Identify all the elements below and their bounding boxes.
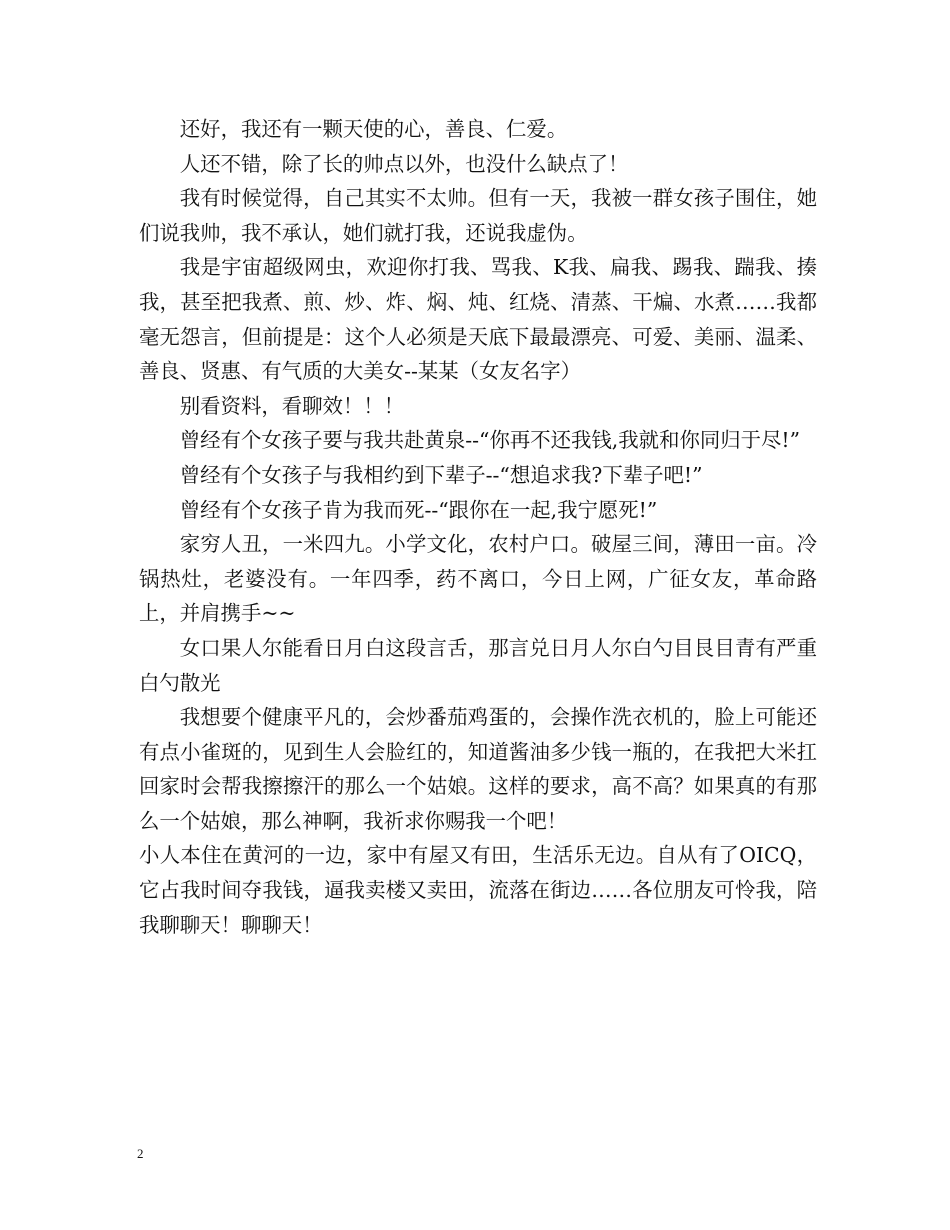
paragraph-1: 还好，我还有一颗天使的心，善良、仁爱。 [179,117,568,141]
paragraph-7: 曾经有个女孩子与我相约到下辈子--“想追求我?下辈子吧!” [179,462,703,487]
body-text [139,112,817,942]
paragraph-8: 曾经有个女孩子肯为我而死--“跟你在一起,我宁愿死!” [179,497,658,522]
paragraph-6: 曾经有个女孩子要与我共赴黄泉--“你再不还我钱,我就和你同归于尽!” [179,428,801,453]
paragraph-9: 家穷人丑，一米四九。小学文化，农村户口。破屋三间，薄田一亩。冷锅热灶，老婆没有。一年四季，药不离口，今日上网，广征女友，革命路上，并肩携手~~ [139,532,817,626]
page-number: 2 [137,1146,144,1161]
paragraph-11: 我想要个健康平凡的，会炒番茄鸡蛋的，会操作洗衣机的，脸上可能还有点小雀斑的，见到生人会脸红的，知道酱油多少钱一瓶的，在我把大米扛回家时会帮我擦擦汗的那么一个姑娘。这样的要求，高不高？如果真的有那么一个姑娘，那么神啊，我祈求你赐我一个吧！ [139,705,817,833]
paragraph-12: 小人本住在黄河的一边，家中有屋又有田，生活乐无边。自从有了OICQ，它占我时间夺我钱，逼我卖楼又卖田，流落在街边……各位朋友可怜我，陪我聊聊天！聊聊天！ [139,843,817,937]
paragraph-5: 别看资料，看聊效！！！ [179,393,405,418]
paragraph-4: 我是宇宙超级网虫，欢迎你打我、骂我、K我、扁我、踢我、踹我、揍我，甚至把我煮、煎、炒、炸、焖、炖、红烧、清蒸、干煸、水煮……我都毫无怨言，但前提是：这个人必须是天底下最最漂亮、可爱、美丽、温柔、善良、贤惠、有气质的大美女--某某（女友名字） [139,255,817,384]
paragraph-2: 人还不错，除了长的帅点以外，也没什么缺点了！ [179,151,629,176]
paragraph-10: 女口果人尔能看日月白这段言舌，那言兑日月人尔白勺目艮目青有严重白勺散光 [139,635,817,695]
paragraph-3: 我有时候觉得，自己其实不太帅。但有一天，我被一群女孩子围住，她们说我帅，我不承认，她们就打我，还说我虚伪。 [139,186,817,245]
